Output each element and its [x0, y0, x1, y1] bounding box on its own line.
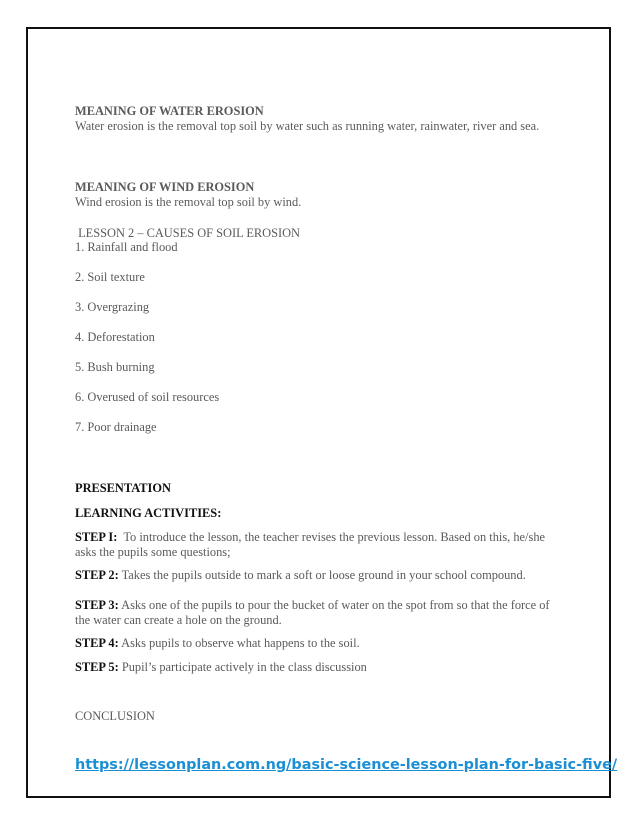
lesson2-heading: LESSON 2 – CAUSES OF SOIL EROSION — [75, 226, 301, 240]
cause-item: 2. Soil texture — [75, 270, 145, 284]
step-1 — [75, 530, 545, 545]
page-border — [26, 27, 611, 798]
water-erosion-text: Water erosion is the removal top soil by water such as running water, rainwater, river and sea. — [75, 119, 540, 133]
cause-item: 3. Overgrazing — [75, 300, 150, 314]
lessonplan-link[interactable]: https://lessonplan.com.ng/basic-science-lesson-plan-for-basic-five/ — [75, 757, 618, 773]
cause-item: 4. Deforestation — [75, 330, 155, 344]
step-3 — [75, 598, 550, 613]
step-text: Pupil’s participate actively in the class discussion — [118, 660, 367, 674]
cause-item: 7. Poor drainage — [75, 420, 157, 434]
step-text: To introduce the lesson, the teacher revises the previous lesson. Based on this, he/she — [117, 530, 546, 544]
wind-erosion-heading: MEANING OF WIND EROSION — [75, 180, 255, 194]
step-1-continuation: asks the pupils some questions; — [75, 545, 231, 559]
presentation-heading: PRESENTATION — [75, 481, 171, 495]
step-label: STEP 3: — [75, 598, 119, 612]
step-text: Asks pupils to observe what happens to the soil. — [118, 636, 360, 650]
step-label: STEP I: — [75, 530, 118, 544]
water-erosion-heading: MEANING OF WATER EROSION — [75, 104, 264, 118]
step-label: STEP 5: — [75, 660, 119, 674]
learning-activities-heading: LEARNING ACTIVITIES: — [75, 506, 222, 520]
step-5 — [75, 660, 367, 675]
step-label: STEP 4: — [75, 636, 119, 650]
cause-item: 5. Bush burning — [75, 360, 155, 374]
cause-item: 6. Overused of soil resources — [75, 390, 220, 404]
step-2 — [75, 568, 526, 583]
cause-item: 1. Rainfall and flood — [75, 240, 178, 254]
step-text: Asks one of the pupils to pour the bucket of water on the spot from so that the force of — [118, 598, 550, 612]
step-text: Takes the pupils outside to mark a soft or loose ground in your school compound. — [118, 568, 526, 582]
step-3-continuation: the water can create a hole on the ground. — [75, 613, 282, 627]
conclusion-heading: CONCLUSION — [75, 709, 155, 723]
wind-erosion-text: Wind erosion is the removal top soil by wind. — [75, 195, 302, 209]
step-label: STEP 2: — [75, 568, 119, 582]
step-4 — [75, 636, 360, 651]
